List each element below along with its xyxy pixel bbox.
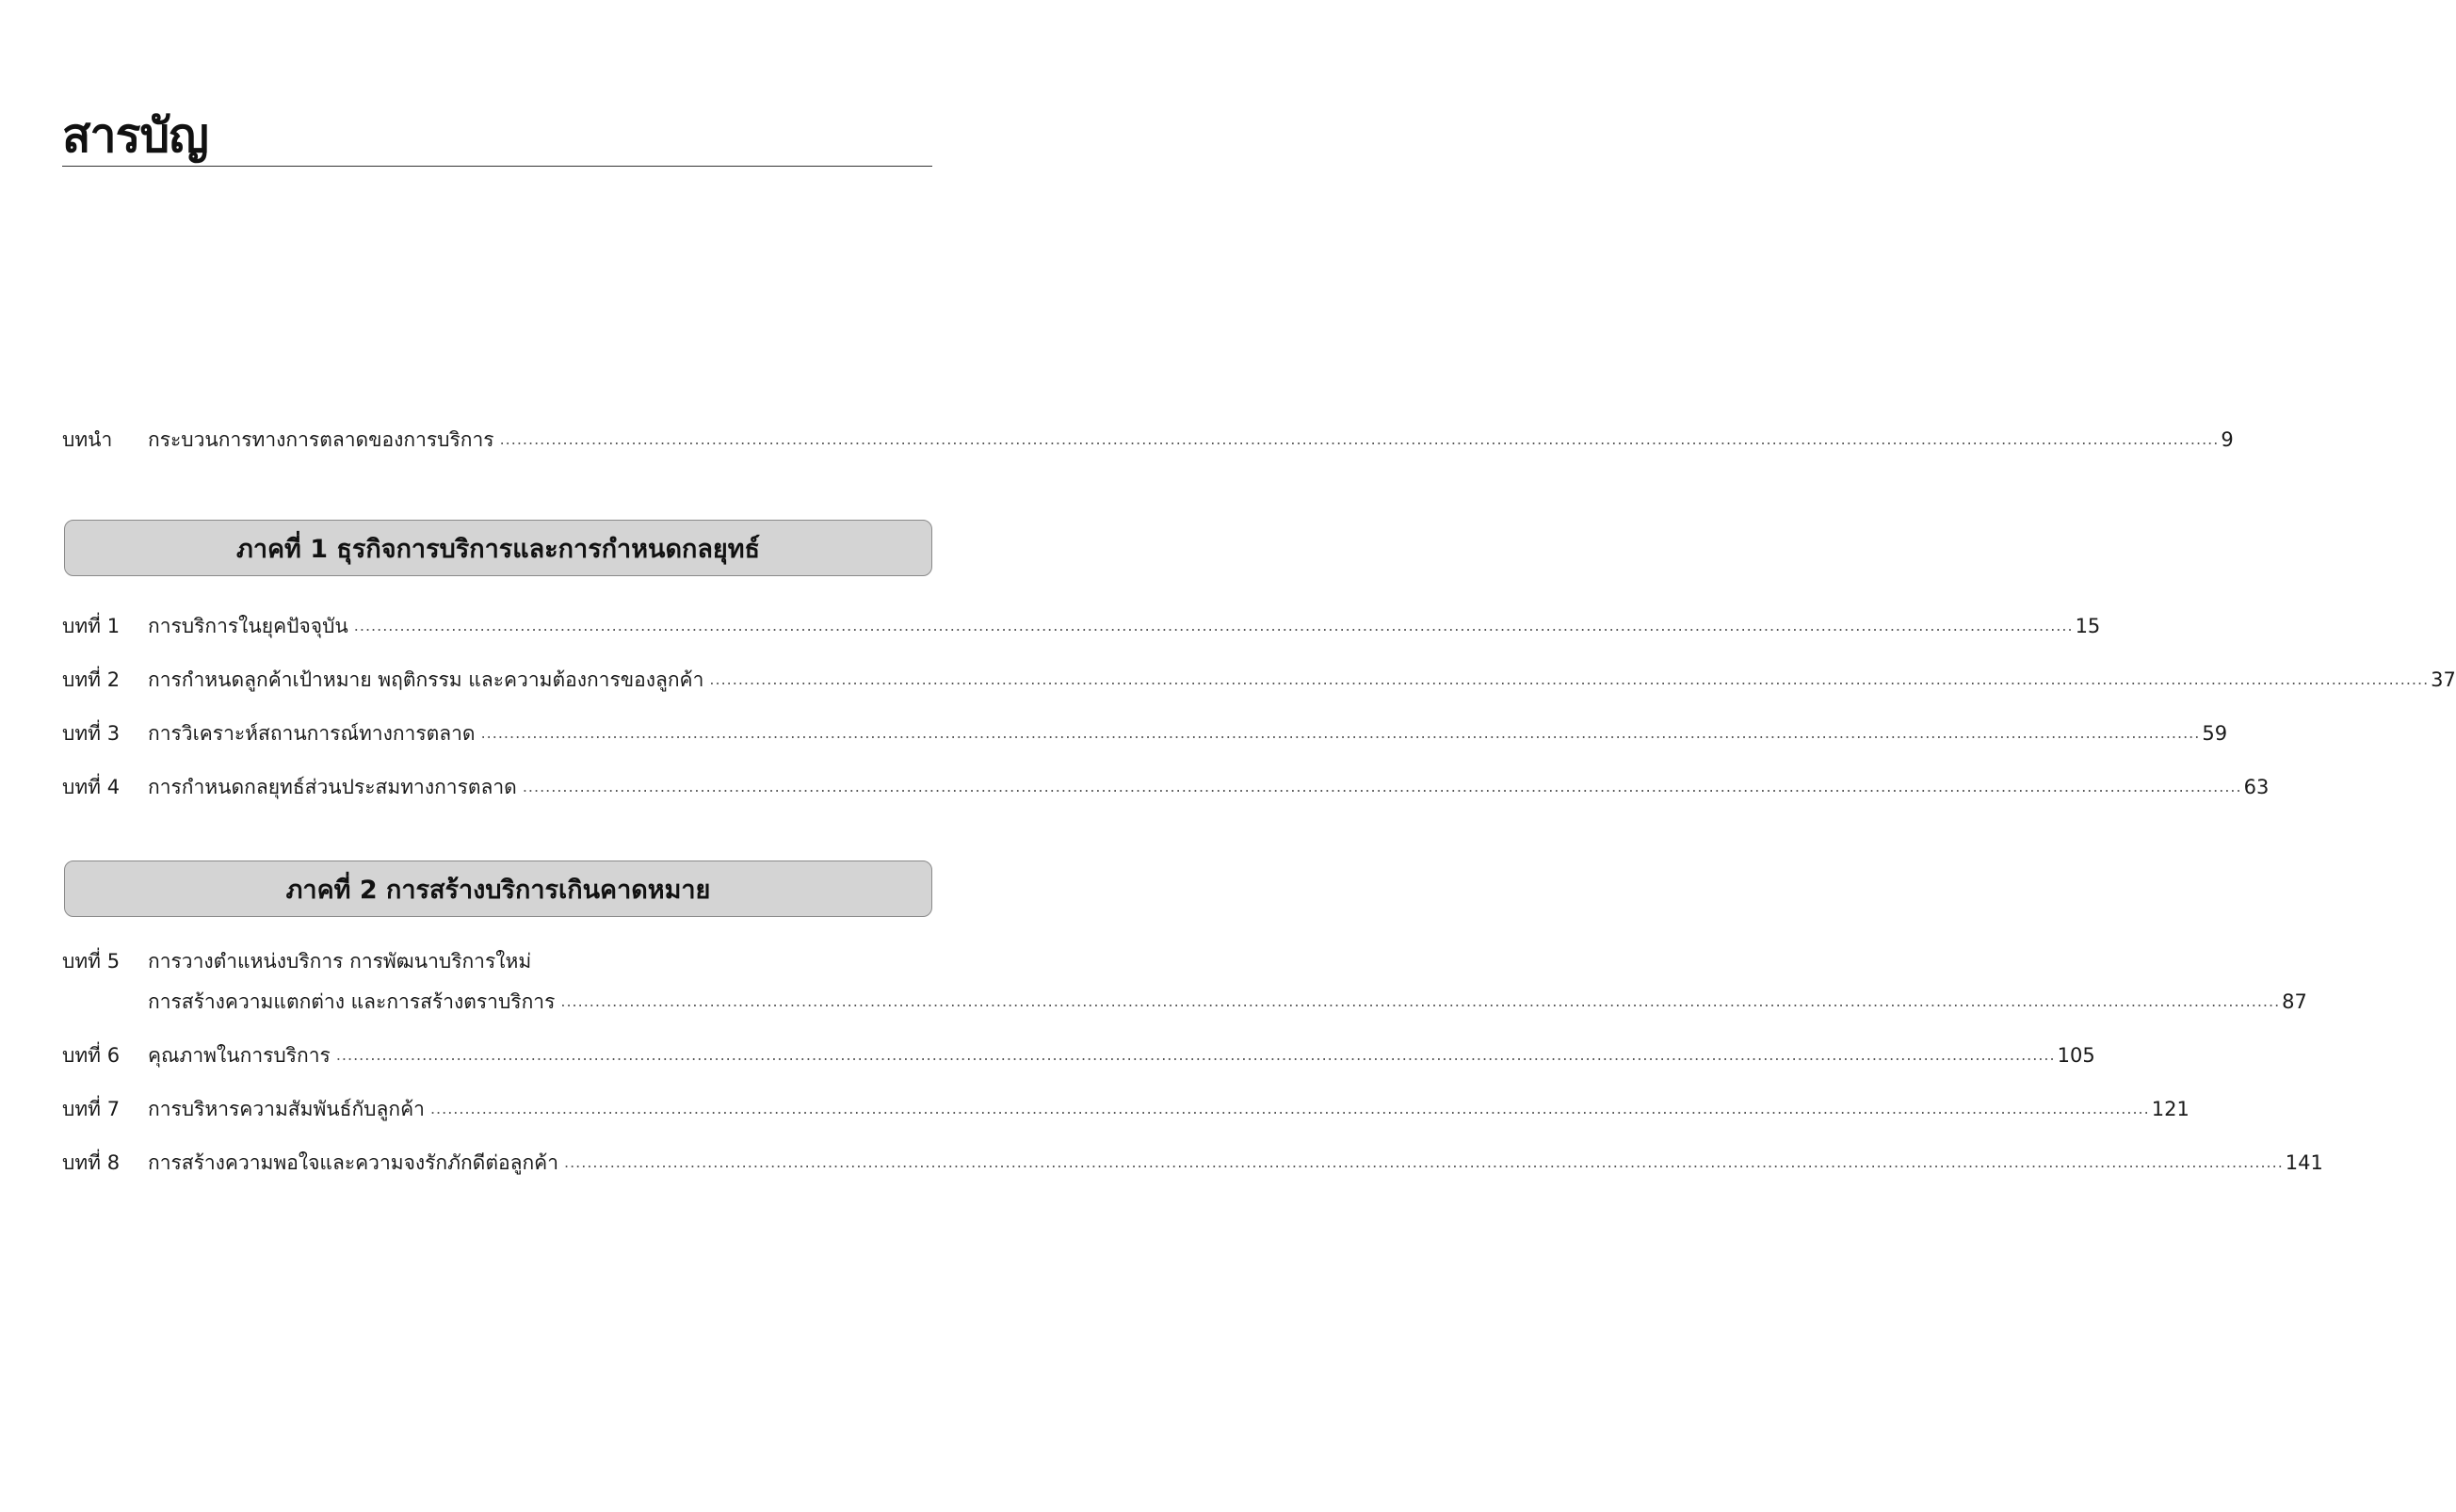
page-number: 63 bbox=[2243, 776, 2270, 798]
toc-entry-chapter-2 bbox=[62, 664, 2456, 696]
chapter-label: บทนำ bbox=[62, 428, 113, 451]
page-number: 37 bbox=[2431, 668, 2456, 691]
leader-dots: ............................................................................................................................................................................................................................................................................................................ bbox=[564, 1153, 2284, 1171]
page-number: 121 bbox=[2151, 1098, 2189, 1120]
chapter-title: การวางตำแหน่งบริการ การพัฒนาบริการใหม่ bbox=[148, 950, 532, 973]
toc-entry-chapter-5 bbox=[62, 945, 932, 977]
chapter-title-line2: การสร้างความแตกต่าง และการสร้างตราบริการ bbox=[148, 990, 556, 1013]
leader-dots: ............................................................................................................................................................................................................................................................................................................ bbox=[499, 430, 2220, 448]
title-underline bbox=[62, 166, 932, 167]
chapter-label: บทที่ 5 bbox=[62, 950, 121, 973]
toc-entry-chapter-5-continued bbox=[62, 986, 2307, 1018]
chapter-label: บทที่ 1 bbox=[62, 615, 121, 637]
chapter-label: บทที่ 8 bbox=[62, 1151, 121, 1174]
toc-entry-chapter-4 bbox=[62, 771, 2270, 803]
page-number: 59 bbox=[2202, 722, 2228, 745]
chapter-title: การกำหนดกลยุทธ์ส่วนประสมทางการตลาด bbox=[148, 776, 517, 798]
page-number: 15 bbox=[2075, 615, 2101, 637]
leader-dots: ............................................................................................................................................................................................................................................................................................................ bbox=[522, 778, 2242, 796]
chapter-label: บทที่ 4 bbox=[62, 776, 121, 798]
chapter-title: การบริหารความสัมพันธ์กับลูกค้า bbox=[148, 1098, 425, 1120]
chapter-title: การวิเคราะห์สถานการณ์ทางการตลาด bbox=[148, 722, 476, 745]
leader-dots: ............................................................................................................................................................................................................................................................................................................ bbox=[429, 1100, 2150, 1118]
part-1-heading-box bbox=[64, 520, 932, 576]
chapter-title: กระบวนการทางการตลาดของการบริการ bbox=[148, 428, 494, 451]
leader-dots: ............................................................................................................................................................................................................................................................................................................ bbox=[560, 992, 2281, 1010]
leader-dots: ............................................................................................................................................................................................................................................................................................................ bbox=[480, 724, 2201, 742]
leader-dots: ............................................................................................................................................................................................................................................................................................................ bbox=[335, 1046, 2056, 1064]
chapter-title: การบริการในยุคปัจจุบัน bbox=[148, 615, 348, 637]
leader-dots: ............................................................................................................................................................................................................................................................................................................ bbox=[353, 617, 2074, 635]
toc-entry-intro bbox=[62, 424, 2234, 456]
toc-entry-chapter-8 bbox=[62, 1147, 2323, 1179]
toc-entry-chapter-6 bbox=[62, 1039, 2095, 1071]
chapter-label: บทที่ 2 bbox=[62, 668, 121, 691]
leader-dots: ............................................................................................................................................................................................................................................................................................................ bbox=[709, 670, 2430, 688]
part-heading: ภาคที่ 2 การสร้างบริการเกินคาดหมาย bbox=[285, 875, 711, 905]
part-2-heading-box bbox=[64, 861, 932, 917]
part-heading: ภาคที่ 1 ธุรกิจการบริการและการกำหนดกลยุทธ์ bbox=[236, 534, 760, 564]
page-title: สารบัญ bbox=[62, 108, 208, 163]
page-number: 141 bbox=[2285, 1151, 2323, 1174]
chapter-label: บทที่ 3 bbox=[62, 722, 121, 745]
toc-entry-chapter-1 bbox=[62, 610, 2101, 642]
page-number: 9 bbox=[2221, 428, 2234, 451]
chapter-title: การสร้างความพอใจและความจงรักภักดีต่อลูกค้า bbox=[148, 1151, 558, 1174]
page-number: 87 bbox=[2282, 990, 2307, 1013]
toc-entry-chapter-3 bbox=[62, 717, 2228, 749]
toc-entry-chapter-7 bbox=[62, 1093, 2189, 1125]
chapter-label: บทที่ 6 bbox=[62, 1044, 121, 1067]
chapter-title: การกำหนดลูกค้าเป้าหมาย พฤติกรรม และความต้องการของลูกค้า bbox=[148, 668, 704, 691]
page-number: 105 bbox=[2057, 1044, 2095, 1067]
chapter-label: บทที่ 7 bbox=[62, 1098, 121, 1120]
chapter-title: คุณภาพในการบริการ bbox=[148, 1044, 331, 1067]
